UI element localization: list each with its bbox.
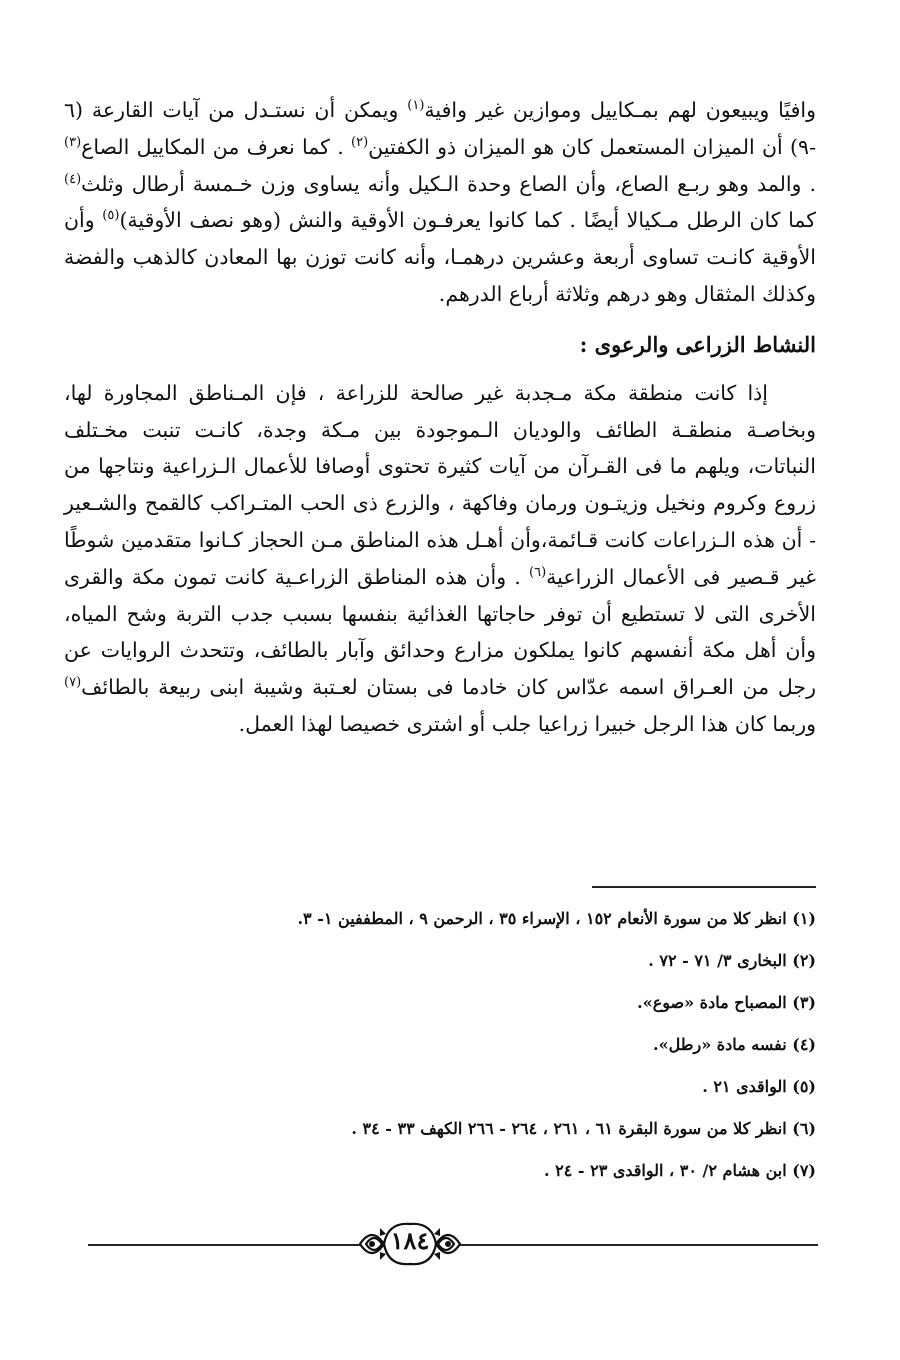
footer-line-left <box>88 1244 360 1246</box>
footnote-ref-3[interactable]: (٣) <box>64 134 82 150</box>
footnote-ref-2[interactable]: (٢) <box>351 134 369 150</box>
footnote-3: (٣) المصباح مادة «صوع». <box>637 993 816 1012</box>
footnote-ref-5[interactable]: (٥) <box>102 208 120 224</box>
footnote-separator <box>592 886 816 888</box>
page-number: ١٨٤ <box>390 1226 430 1255</box>
footnote-ref-4[interactable]: (٤) <box>64 171 82 187</box>
footnote-1: (١) انظر كلا من سورة الأنعام ١٥٢ ، الإسراء ٣٥ ، الرحمن ٩ ، المطففين ١- ٣. <box>297 909 816 928</box>
footnotes <box>64 898 816 1192</box>
footnote-5: (٥) الواقدى ٢١ . <box>702 1077 816 1096</box>
paragraph-agriculture: إذا كانت منطقة مكة مـجدبة غير صالحة للزراعة ، فإن المـناطق المجاورة لها، وبخاصـة منطقـة الطائف والوديان الـموجودة بين مـكة وجدة، كانـت تنبت مخـتلف النباتات، ويلهم ما فى القـرآن من آيات كثيرة تحتوى أوصافا للأعمال الـزراعية ونتاجها من زروع وكروم ونخيل وزيتـون ورمان وفاكهة ، والزرع ذى الحب المتـراكب كالقمح والشـعير - أن هذه الـزراعات كانت قـائمة،وأن أهـل هذه المناطق مـن الحجاز كـانوا متقدمين شوطًا غير قـصير فى الأعمال الزراعية$^{(٦)}$ . وأن هذه المناطق الزراعـية كانت تمون مكة والقرى الأخرى التى لا تستطيع أن توفر حاجاتها الغذائية بنفسها بسبب جدب التربة وشح المياه، وأن أهل مكة أنفسهم كانوا يملكون مزارع وحدائق وآبار بالطائف، وتتحدث الروايات عن رجل من العـراق اسمه عدّاس كان خادما فى بستان لعـتبة وشيبة ابنى ربيعة بالطائف$^{(٧)}$ وربما كان هذا الرجل خبيرا زراعيا جلب أو اشترى خصيصا لهذا العمل. <box>64 380 816 736</box>
footnote-2: (٢) البخارى ٣/ ٧١ - ٧٢ . <box>648 951 816 970</box>
footnote-4: (٤) نفسه مادة «رطل». <box>653 1035 816 1054</box>
footnote-ref-6[interactable]: (٦) <box>529 564 547 580</box>
main-text <box>64 92 816 743</box>
paragraph-weights-measures: وافيًا ويبيعون لهم بمـكاييل وموازين غير وافية$^{(١)}$ ويمكن أن نستـدل من آيات القارعة (٦ -٩) أن الميزان المستعمل كان هو الميزان ذو الكفتين$^{(٢)}$ . كما نعرف من المكاييل الصاع$^{(٣)}$ . والمد وهو ربـع الصاع، وأن الصاع وحدة الـكيل وأنه يساوى وزن خـمسة أرطال وثلث$^{(٤)}$ كما كان الرطل مـكيالا أيضًا . كما كانوا يعرفـون الأوقية والنش (وهو نصف الأوقية)$^{(٥)}$ وأن الأوقية كانـت تساوى أربعة وعشرين درهمـا، وأنه كانت توزن بها المعادن كالذهب والفضة وكذلك المثقال وهو درهم وثلاثة أرباع الدرهم. <box>64 98 816 306</box>
footnote-ref-1[interactable]: (١) <box>407 98 425 114</box>
footnote-7: (٧) ابن هشام ٢/ ٣٠ ، الواقدى ٢٣ - ٢٤ . <box>543 1161 816 1180</box>
footnote-6: (٦) انظر كلا من سورة البقرة ٦١ ، ٢٦١ ، ٢٦٤ - ٢٦٦ الكهف ٣٣ - ٣٤ . <box>351 1119 816 1138</box>
footer-line-right <box>460 1244 818 1246</box>
footnote-ref-7[interactable]: (٧) <box>64 675 82 691</box>
section-heading: النشاط الزراعى والرعوى : <box>579 331 816 357</box>
